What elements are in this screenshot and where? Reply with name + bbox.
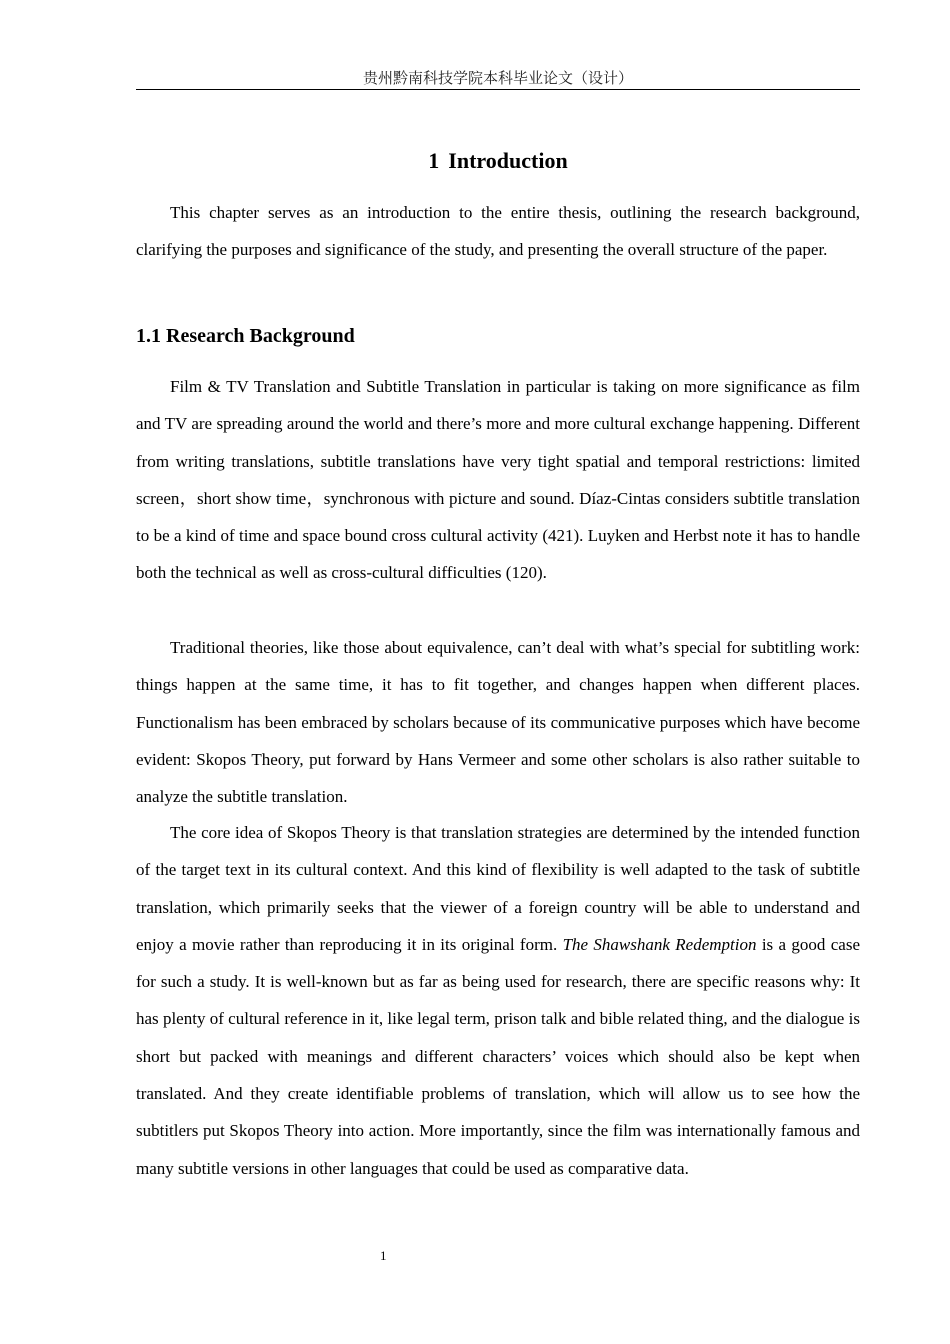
body-paragraph-2: Traditional theories, like those about equivalence, can’t deal with what’s special for subtitling work: things happen at the same time, it has to fit together, and changes happen when different places. Functionalism has been embraced by scholars because of its communicative purposes which have become evident: Skopos Theory, put forward by Hans Vermeer and some other scholars is also rather suitable to analyze the subtitle translation. bbox=[136, 638, 860, 807]
chapter-title-text: Introduction bbox=[448, 148, 568, 173]
header-title: 贵州黔南科技学院本科毕业论文（设计） bbox=[362, 69, 633, 87]
page-header bbox=[136, 68, 860, 90]
paragraph-text: is a good case for such a study. It is well-known but as far as being used for research, there are specific reasons why: It has plenty of cultural reference in it, like legal term, prison talk and bible related thing, and the dialogue is short but packed with meanings and different characters’ voices which should also be kept when translated. And they create identifiable problems of translation, which will allow us to see how the subtitlers put Skopos Theory into action. More importantly, since the film was internationally famous and many subtitle versions in other languages that could be used as comparative data. bbox=[136, 934, 861, 1178]
body-paragraph-1: Film & TV Translation and Subtitle Translation in particular is taking on more significance as film and TV are spreading around the world and there’s more and more cultural exchange happening. Different from writing translations, subtitle translations have very tight spatial and temporal restrictions: limited screen，short show time，synchronous with picture and sound. Díaz-Cintas considers subtitle translation to be a kind of time and space bound cross cultural activity (421). Luyken and Herbst note it has to handle both the technical as well as cross-cultural difficulties (120). bbox=[136, 377, 860, 583]
chapter-intro-paragraph: This chapter serves as an introduction to the entire thesis, outlining the research background, clarifying the purposes and significance of the study, and presenting the overall structure of the paper. bbox=[136, 203, 860, 260]
film-title: The Shawshank Redemption bbox=[562, 934, 757, 954]
body-paragraph-3 bbox=[136, 814, 860, 1187]
page-number: 1 bbox=[380, 1248, 387, 1263]
paragraph-text: The core idea of Skopos Theory is that translation strategies are determined by the intended function of the target text in its cultural context. And this kind of flexibility is well adapted to the task of subtitle translation, which primarily seeks that the viewer of a foreign country will be able to understand and enjoy a movie rather than reproducing it in its original form. bbox=[136, 823, 860, 954]
chapter-title bbox=[136, 146, 860, 176]
section-title: 1.1 Research Background bbox=[136, 325, 355, 347]
chapter-number: 1 bbox=[428, 148, 440, 173]
